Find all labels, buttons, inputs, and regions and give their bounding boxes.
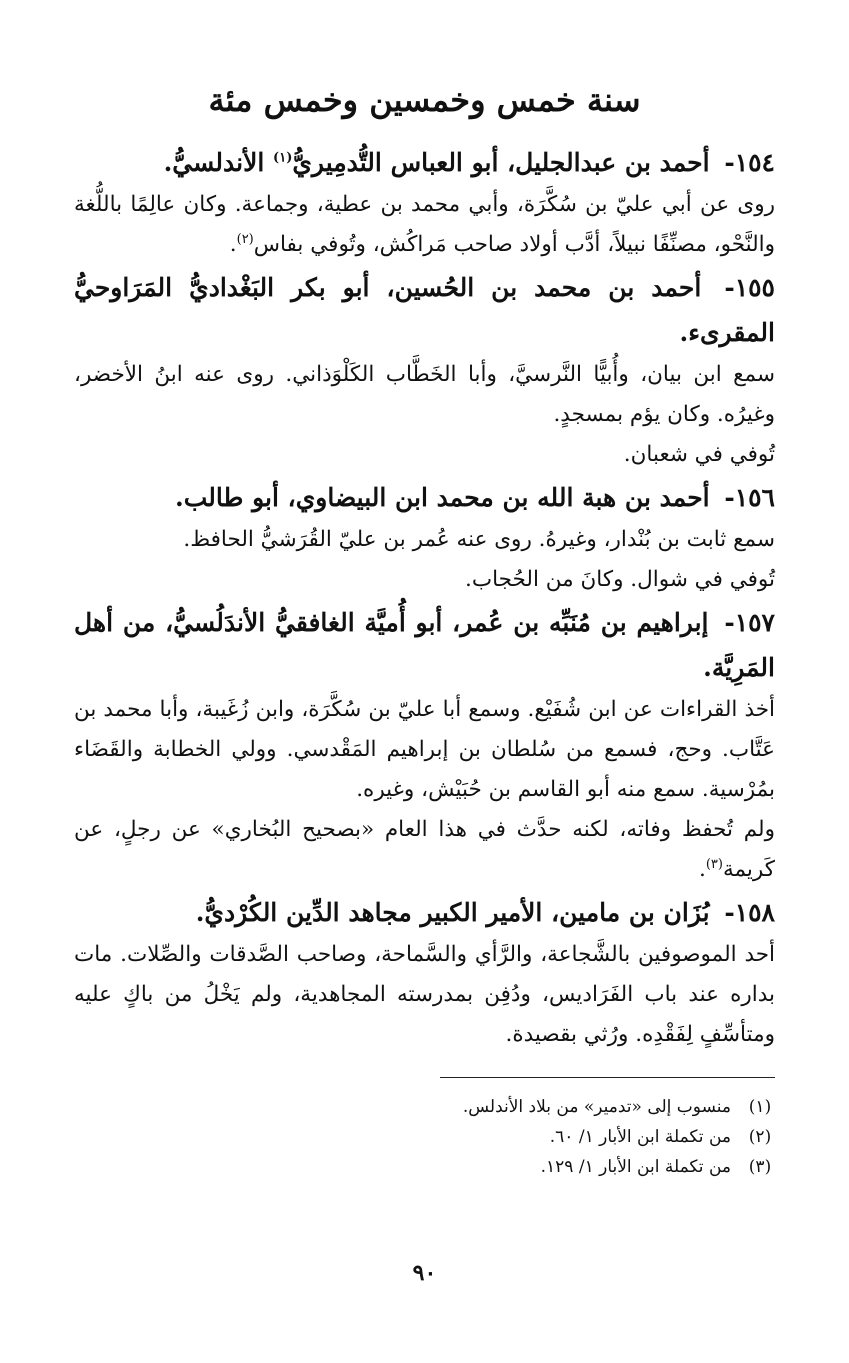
entry-text-end: . [229,232,237,257]
footnote [74,1122,775,1152]
entry-158 [74,890,775,1055]
entry-text: تُوفي في شوال. وكانَ من الحُجاب. [465,567,775,592]
entry-text [74,185,775,265]
entry-heading [74,890,775,935]
footnote [74,1152,775,1182]
entry-text: تُوفي في شعبان. [623,442,775,467]
entry-154 [74,140,775,265]
entry-number: ١٥٨- [724,898,775,927]
entry-text: سمع ثابت بن بُنْدار، وغيرهُ. روى عنه عُمر بن عليّ القُرَشيُّ الحافظ. [183,527,775,552]
footnote-ref: (٢) [236,231,254,247]
entry-heading [74,475,775,520]
entry-name: إبراهيم بن مُنَبِّه بن عُمر، أبو أُميَّة الغافقيُّ الأندَلُسيُّ، من أهل المَرِيَّة. [74,608,775,682]
entry-name: أحمد بن عبدالجليل، أبو العباس التُّدمِيريُّ [292,148,710,177]
entry-name-cont: الأندلسيُّ. [163,148,274,177]
footnote-text: من تكملة ابن الأبار ١/ ٦٠. [549,1127,731,1147]
page-title: سنة خمس وخمسين وخمس مئة [208,81,641,119]
entry-heading [74,265,775,355]
entry-text-end: . [698,857,706,882]
page-number: ٩٠ [412,1260,437,1286]
footnote-ref: (٣) [705,856,723,872]
footnote-text: من تكملة ابن الأبار ١/ ١٢٩. [540,1157,731,1177]
footnote-divider [440,1077,775,1078]
footnote [74,1092,775,1122]
entry-heading [74,600,775,690]
footnote-number: (٣) [748,1157,772,1177]
entry-heading [74,140,775,185]
entry-155 [74,265,775,475]
entry-156 [74,475,775,600]
footnote-number: (٢) [748,1127,772,1147]
entry-name: أحمد بن محمد بن الحُسين، أبو بكر البَغْداديُّ المَرَاوحيُّ المقرىء. [74,273,775,347]
entry-text [74,810,775,890]
footnote-number: (١) [748,1097,772,1117]
footnote-ref: (١) [273,150,293,166]
entry-number: ١٥٧- [724,608,775,637]
entry-157 [74,600,775,890]
entry-name: بُزَان بن مامين، الأمير الكبير مجاهد الدِّين الكُرْديُّ. [195,898,710,927]
entry-number: ١٥٦- [724,483,775,512]
entry-text-body: روى عن أبي عليّ بن سُكَّرَة، وأبي محمد بن عطية، وجماعة. وكان عالِمًا باللُّغة والنَّحْو، مصنِّفًا نبيلاً، أدَّب أولاد صاحب مَراكُش، وتُوفي بفاس [74,192,775,257]
entry-name: أحمد بن هبة الله بن محمد ابن البيضاوي، أبو طالب. [175,483,710,512]
entry-text-body: ولم تُحفظ وفاته، لكنه حدَّث في هذا العام «بصحيح البُخاري» عن رجلٍ، عن كَريمة [74,817,775,882]
entry-text: أخذ القراءات عن ابن شُفَيْع. وسمع أبا عليّ بن سُكَّرَة، وابن زُغَيبة، وأبا محمد بن عَتَّاب. وحج، فسمع من سُلطان بن إبراهيم المَقْدسي. وولي الخطابة والقَضَاء بمُرْسية. سمع منه أبو القاسم بن حُبَيْش، وغيره. [74,697,775,802]
entry-number: ١٥٥- [724,273,775,302]
entry-text: أحد الموصوفين بالشَّجاعة، والرَّأي والسَّماحة، وصاحب الصَّدقات والصِّلات. مات بداره عند باب الفَرَاديس، ودُفِن بمدرسته المجاهدية، ولم يَخْلُ من باكٍ عليه ومتأسِّفٍ لِفَقْدِه. ورُثي بقصيدة. [74,942,775,1047]
footnote-text: منسوب إلى «تدمير» من بلاد الأندلس. [462,1097,731,1117]
footnotes [74,1092,775,1182]
entry-number: ١٥٤- [724,148,775,177]
entry-text: سمع ابن بيان، وأُبيًّا النَّرسيَّ، وأبا الخَطَّاب الكَلْوَذاني. روى عنه ابنُ الأخضر، وغيرُه. وكان يؤم بمسجدٍ. [74,362,775,427]
